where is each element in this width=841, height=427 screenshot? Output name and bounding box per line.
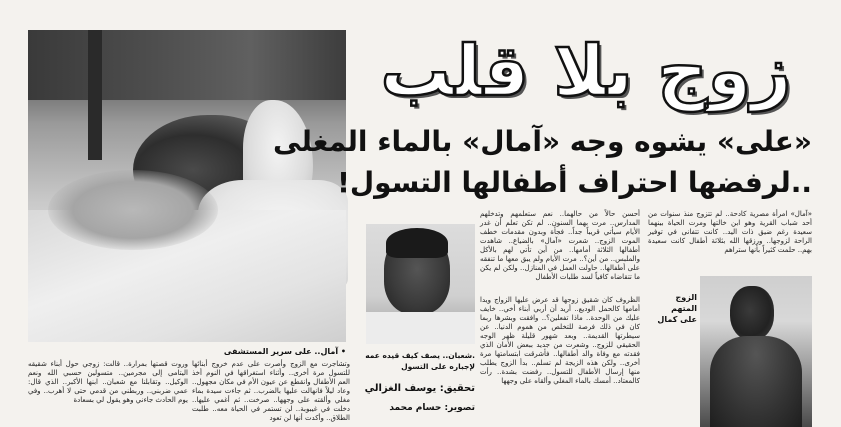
article-col-left-2: وتشاجرت مع الزوج وأصرت على عدم خروج أبنائها للتسول مرة أخرى.. وأثناء استغراقها في النوم أخذ العم الأطفال وانقطع عن عيون الأم في مكان مجهول.. وعاد ليلاً فانهالت عليها بالضرب.. ثم جاءت سيدة بماء مغلي وألقته على وجهها.. صرخت.. ثم أغمي عليها.. دخلت في غيبوبة.. لن تستمر في الحياة معه.. طلبت الطلاق.. وأكدت أنها لن تعود bbox=[192, 360, 350, 422]
blanket-fold bbox=[48, 170, 218, 250]
window-dark-area bbox=[28, 30, 346, 100]
byline-investigation: تحقيق: يوسف الغزالي bbox=[364, 383, 475, 394]
husband-photo bbox=[700, 276, 812, 427]
husband-body bbox=[710, 336, 802, 427]
article-col-right: «آمال» امرأة مصرية كادحة.. لم تتزوج منذ سنوات من أحد شباب القرية وهو ابن خالتها ومرت الحياة بينهما سعيدة رغم ضيق ذات اليد.. كانت تتفانى في توفير الراحة لزوجها.. ورزقها الله بثلاثة أطفال كانت سعيدة بهم.. حلمت كثيراً بأنها ستراهم bbox=[648, 210, 812, 254]
husband-caption: الزوج المتهم على كمال bbox=[657, 293, 697, 324]
main-photo-caption: • آمال.. على سرير المستشفى bbox=[223, 347, 346, 356]
boy-hair bbox=[386, 228, 448, 258]
boy-shirt bbox=[366, 312, 475, 344]
window-frame bbox=[88, 30, 102, 160]
boy-photo-caption: .شعبان.. يصف كيف قيده عمه لإجباره على التسول bbox=[365, 351, 475, 371]
article-col-middle-top: أحسن حالاً من حالهما.. نعم ستعلمهم وتدخلهم المدارس.. مرت بهما السنون.. لم تكن تعلم أن غدر الأيام سيأتي قريباً جداً.. فجأة وبدون مقدمات خطف الموت الزوج.. شعرت «آمال» بالضياع.. شاهدت أطفالها الثلاثة أمامها.. من أين تأتي لهم بالأكل والملبس.. من أين؟.. مرت الأيام ولم يبق معها ما تنفقه على أطفالها.. حاولت العمل في المنازل.. ولكن لم يكن ما تتقاضاه كافياً لسد طلبات الأطفال bbox=[480, 210, 640, 281]
article-col-middle-bottom: الظروف كان شقيق زوجها قد عرض عليها الزواج ويدا أمامها كالحمل الوديع.. أريد أن أربي أبناء أخي.. خايف عليك من الوحدة.. ماذا تفعلين؟.. وافقت وبشرها ربما كان في ذلك فرصة للتخلص من هموم الدنيا.. عن سيطرتها القديمة.. وبعد شهور قليلة ظهر الوجه الحقيقي للزوج.. وشعرت من جديد ببعض الأمان الذي فقدته مع وفاة والد أطفالها.. فأشرقت ابتسامتها مرة أخرى.. ولكن هذه الزيجة لم تسلم.. بدأ الزوج يطلب منها إرسال الأطفال للتسول.. رفضت بشدة.. رأت كالمعتاد.. أمسك بالماء المغلي وألقاه على وجهها bbox=[480, 296, 640, 385]
husband-head bbox=[730, 286, 774, 340]
main-photo bbox=[28, 30, 346, 342]
byline-photo: تصوير: حسام محمد bbox=[389, 403, 475, 413]
article-col-left: وروت قصتها بمرارة.. قالت: زوجي حول أبناء شقيقه اليتامى إلى مجرمين.. متسولين حسبي الله ونعم الوكيل.. وتقابلنا مع شعبان.. ابنها الأكبر.. الذي قال: عمي ضربني.. وربطني من قدمي حتى لا أهرب.. وفي يوم الحادث جاءني وهو يقول لي بسعادة bbox=[28, 360, 188, 404]
subhead-1: «على» يشوه وجه «آمال» بالماء المغلى bbox=[273, 125, 812, 158]
subhead-2: ..لرفضها احتراف أطفالها التسول! bbox=[337, 166, 812, 199]
headline: زوج بلا قلب bbox=[380, 30, 792, 112]
boy-photo bbox=[366, 224, 475, 344]
